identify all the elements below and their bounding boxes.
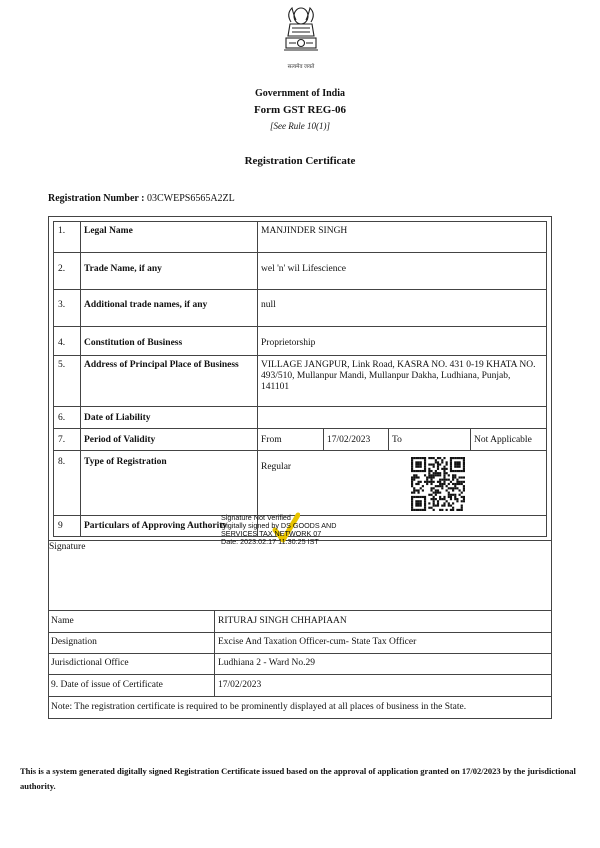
validity-to-label: To [392, 435, 402, 445]
row-7-label: Period of Validity [84, 435, 156, 445]
jurisdictional-office-value: Ludhiana 2 - Ward No.29 [218, 658, 315, 668]
row-2-number: 2. [58, 264, 66, 274]
row-3-number: 3. [58, 300, 66, 310]
certificate-title: Registration Certificate [244, 155, 356, 167]
legal-name-value: MANJINDER SINGH [261, 226, 348, 236]
issue-date-value: 17/02/2023 [218, 680, 262, 690]
address-value: VILLAGE JANGPUR, Link Road, KASRA NO. 431 0-19 KHATA NO. 493/510, Mullanpur Mandi, Mullanpur Dakha, Ludhiana, Punjab, 141101 [261, 360, 536, 392]
row-5-label: Address of Principal Place of Business [84, 360, 239, 370]
row-9-number: 9 [58, 521, 63, 531]
registration-number-label: Registration Number : [48, 193, 145, 204]
emblem-motto: सत्यमेव जयते [287, 64, 315, 70]
additional-trade-names-value: null [261, 300, 276, 310]
registration-number-line [48, 193, 235, 204]
row-8-number: 8. [58, 457, 66, 467]
registration-type-value: Regular [261, 462, 292, 472]
trade-name-value: wel 'n' wil Lifescience [261, 264, 346, 274]
display-note: Note: The registration certificate is required to be prominently displayed at all places of business in the State. [51, 702, 467, 712]
row-9-label: Particulars of Approving Authority [84, 521, 228, 531]
row-4-number: 4. [58, 338, 66, 348]
row-5-number: 5. [58, 360, 66, 370]
row-1-number: 1. [58, 226, 66, 236]
rule-reference: [See Rule 10(1)] [270, 121, 330, 131]
row-4-label: Constitution of Business [84, 338, 183, 348]
validity-from-label: From [261, 435, 282, 445]
jurisdictional-office-label: Jurisdictional Office [51, 658, 129, 668]
system-generated-footer: This is a system generated digitally signed Registration Certificate issued based on the approval of application granted on 17/02/2023 by the jurisdictional authority. [20, 766, 576, 791]
registration-number-value: 03CWEPS6565A2ZL [146, 193, 235, 204]
national-emblem-logo [278, 2, 324, 66]
issue-date-label: 9. Date of issue of Certificate [51, 680, 163, 690]
signature-date: Date: 2023.02.17 11:30:25 IST [221, 537, 319, 546]
designation-value: Excise And Taxation Officer-cum- State Tax Officer [218, 637, 417, 647]
row-2-label: Trade Name, if any [84, 264, 162, 274]
row-1-label: Legal Name [84, 226, 133, 236]
row-8-label: Type of Registration [84, 457, 167, 467]
designation-label: Designation [51, 637, 97, 647]
digital-signature-stamp [221, 514, 371, 546]
authority-name-label: Name [51, 616, 74, 626]
signature-status: Signature Not Verified [221, 513, 291, 522]
qr-code [411, 457, 465, 511]
validity-from-date: 17/02/2023 [327, 435, 371, 445]
authority-name-value: RITURAJ SINGH CHHAPIAAN [218, 616, 347, 626]
row-6-number: 6. [58, 413, 66, 423]
validity-to-value: Not Applicable [474, 435, 532, 445]
signature-label: Signature [49, 542, 86, 552]
form-title: Form GST REG-06 [253, 104, 347, 116]
row-7-number: 7. [58, 435, 66, 445]
constitution-value: Proprietorship [261, 338, 316, 348]
row-3-label: Additional trade names, if any [84, 300, 208, 310]
row-6-label: Date of Liability [84, 413, 151, 423]
signature-signed-by: Digitally signed by DS GOODS AND SERVICES TAX NETWORK 07 [221, 521, 337, 538]
government-heading: Government of India [255, 88, 345, 99]
